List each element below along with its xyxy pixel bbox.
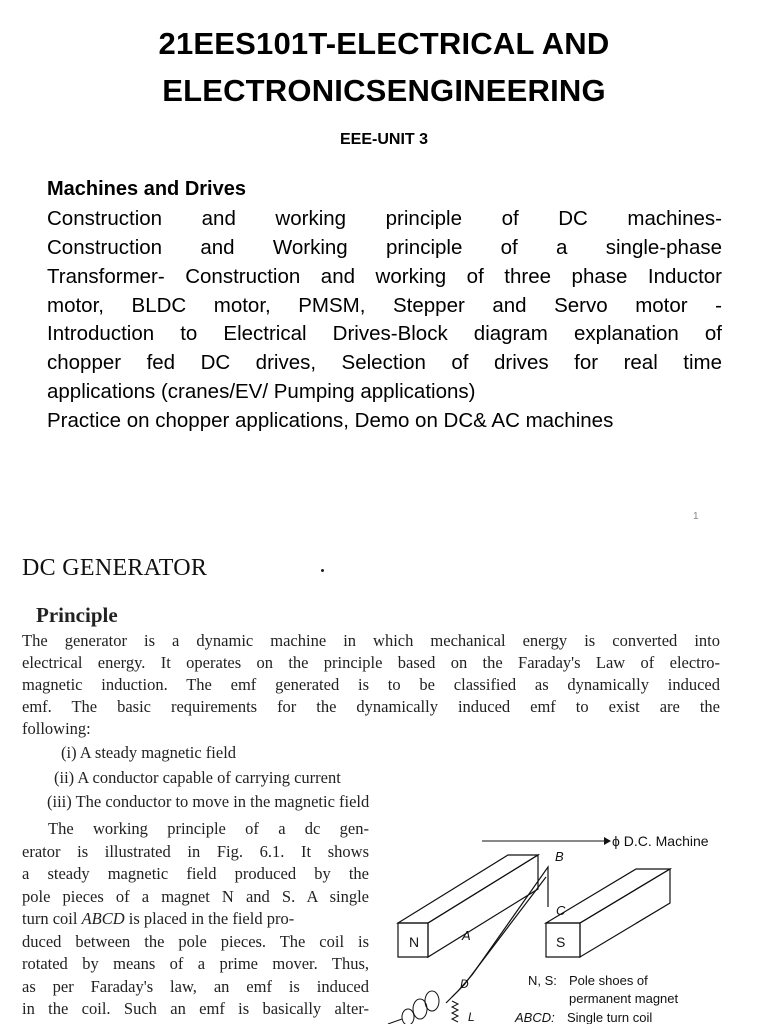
section-heading: Machines and Drives [47, 178, 246, 200]
body-line: as per Faraday's law, an emf is induced [22, 977, 369, 996]
requirement-item: (iii) The conductor to move in the magnetic field [47, 792, 370, 811]
intro-line: electrical energy. It operates on the principle based on the Faraday's Law of electro- [22, 653, 720, 672]
slip-rings [388, 991, 439, 1024]
syllabus-line: Practice on chopper applications, Demo on DC& AC machines [47, 409, 614, 432]
coil-name: ABCD [81, 909, 125, 928]
dc-generator-figure [380, 825, 768, 1024]
intro-line: The generator is a dynamic machine in which mechanical energy is converted into [22, 631, 720, 650]
body-line: in the coil. Such an emf is basically alter- [22, 999, 369, 1018]
body-line-start: turn coil [22, 909, 82, 928]
course-title-line-1: 21EES101T-ELECTRICAL AND [158, 26, 610, 61]
coil-label-a: A [462, 928, 471, 943]
syllabus-line: Construction and working principle of DC machines- [47, 207, 722, 230]
intro-line: following: [22, 719, 91, 738]
requirement-item: (i) A steady magnetic field [61, 743, 237, 762]
syllabus-line: chopper fed DC drives, Selection of drives for real time [47, 351, 722, 374]
pole-n-label: N [409, 934, 420, 950]
intro-line: magnetic induction. The emf generated is to be classified as dynamically induced [22, 675, 720, 694]
body-line: The working principle of a dc gen- [48, 819, 369, 838]
body-line: erator is illustrated in Fig. 6.1. It shows [22, 842, 369, 861]
body-line-end: is placed in the field pro- [128, 909, 295, 928]
coil-label-c: C [556, 903, 566, 918]
coil-label-b: B [555, 849, 564, 864]
intro-line: emf. The basic requirements for the dynamically induced emf to exist are the [22, 697, 720, 716]
syllabus-line: applications (cranes/EV/ Pumping applications) [47, 380, 476, 403]
pole-s-label: S [556, 934, 566, 950]
syllabus-line: Introduction to Electrical Drives-Block diagram explanation of [47, 322, 722, 345]
body-line: a steady magnetic field produced by the [22, 864, 369, 883]
axis-label: ϕ D.C. Machine [612, 833, 709, 849]
body-line [22, 908, 369, 931]
slide-2 [0, 535, 768, 1024]
body-line: pole pieces of a magnet N and S. A single [22, 887, 369, 906]
legend-abcd-key: ABCD: [515, 1010, 555, 1024]
syllabus-line: Construction and Working principle of a single-phase [47, 236, 722, 259]
stray-dot [321, 569, 324, 572]
requirement-item: (ii) A conductor capable of carrying current [54, 768, 341, 787]
coil-label-d: D [460, 977, 469, 991]
load-resistor [452, 1001, 458, 1022]
legend-ns-text: Pole shoes of [569, 973, 648, 988]
syllabus-line: motor, BLDC motor, PMSM, Stepper and Servo motor - [47, 294, 722, 317]
slide-title: DC GENERATOR [22, 555, 208, 581]
course-title-line-2: ELECTRONICSENGINEERING [162, 73, 606, 108]
load-label-l: L [468, 1010, 475, 1024]
axis-arrowhead [604, 837, 611, 845]
legend-ns-key: N, S: [528, 973, 557, 988]
unit-subtitle: EEE-UNIT 3 [339, 131, 428, 148]
legend-ns-text-2: permanent magnet [569, 991, 679, 1006]
body-line: rotated by means of a prime mover. Thus, [22, 954, 369, 973]
syllabus-line: Transformer- Construction and working of three phase Inductor [47, 265, 722, 288]
section-heading: Principle [36, 603, 118, 627]
body-line: duced between the pole pieces. The coil is [22, 932, 369, 951]
page-number: 1 [693, 511, 699, 522]
legend-abcd-text: Single turn coil [567, 1010, 653, 1024]
